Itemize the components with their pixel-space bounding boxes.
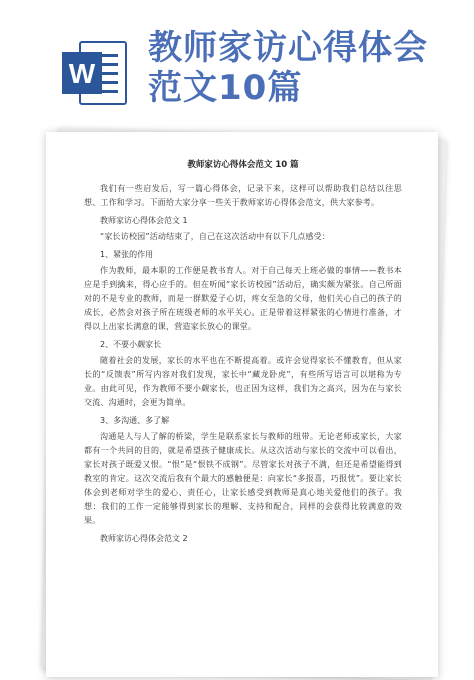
section-2-heading: 2、不要小觑家长 [100, 340, 162, 349]
document-title: 教师家访心得体会范文 10 篇 [187, 160, 299, 170]
essay-1-lead: “家长访校园”活动结束了，自己在这次活动中有以下几点感受： [100, 232, 331, 241]
essay-2-heading: 教师家访心得体会范文 2 [100, 534, 188, 543]
word-icon-letter: W [68, 58, 96, 89]
title-line-2: 范文10篇 [148, 68, 303, 108]
section-3-heading: 3、多沟通、多了解 [100, 416, 170, 425]
intro-paragraph: 我们有一些启发后，写一篇心得体会，记录下来，这样可以帮助我们总结以往思想、工作和学习。下面给大家分享一些关于教师家访心得体会范文，供大家参考。 [84, 184, 402, 207]
essay-1-heading: 教师家访心得体会范文 1 [100, 216, 188, 225]
section-1-body: 作为教师，最本职的工作便是教书育人。对于自己每天上班必做的事情——教书本应是手到擒来，得心应手的。但在听闻“家长访校园”活动后，确实颇为紧张。自己所面对的不是专业的教师，而是一群默爱子心切，疼女至急的父母，他们关心自己的孩子的成长，必然会对孩子所在班级老师的水平关心。正是带着这样紧张的心情进行准备，才得以上出家长满意的课，营造家长放心的课堂。 [84, 266, 402, 331]
document-page [46, 132, 438, 677]
section-1-heading: 1、紧张的作用 [100, 250, 154, 259]
word-document-icon [60, 38, 130, 108]
section-3-body: 沟通是人与人了解的桥梁，学生是联系家长与教师的纽带。无论老师或家长，大家都有一个共同的目的，就是希望孩子健康成长。从这次活动与家长的交流中可以看出，家长对孩子既爱又恨。“恨”是“恨铁不成钢”。尽管家长对孩子不满，但还是希望能得到教室的肯定。这次交流后我有个最大的感触便是：向家长“多报喜，巧报忧”。要让家长体会到老师对学生的爱心、责任心，让家长感受到教师是真心地关爱他们的孩子。我想：我们的工作一定能够得到家长的理解、支持和配合，同样的会获得比较满意的效果。 [84, 432, 402, 525]
header-banner [0, 0, 474, 120]
document-body [84, 158, 402, 548]
title-line-1: 教师家访心得体会 [148, 28, 428, 68]
section-2-body: 随着社会的发展，家长的水平也在不断提高着。或许会觉得家长不懂教育，但从家长的“反馈表”所写内容对我们发现，家长中“藏龙卧虎”，有些所写语言可以堪称为专业。由此可见，作为教师不要小觑家长，也正因为这样，我们为之高兴，因为在与家长交流、沟通时，会更为简单。 [84, 356, 402, 407]
page-title [148, 28, 468, 108]
